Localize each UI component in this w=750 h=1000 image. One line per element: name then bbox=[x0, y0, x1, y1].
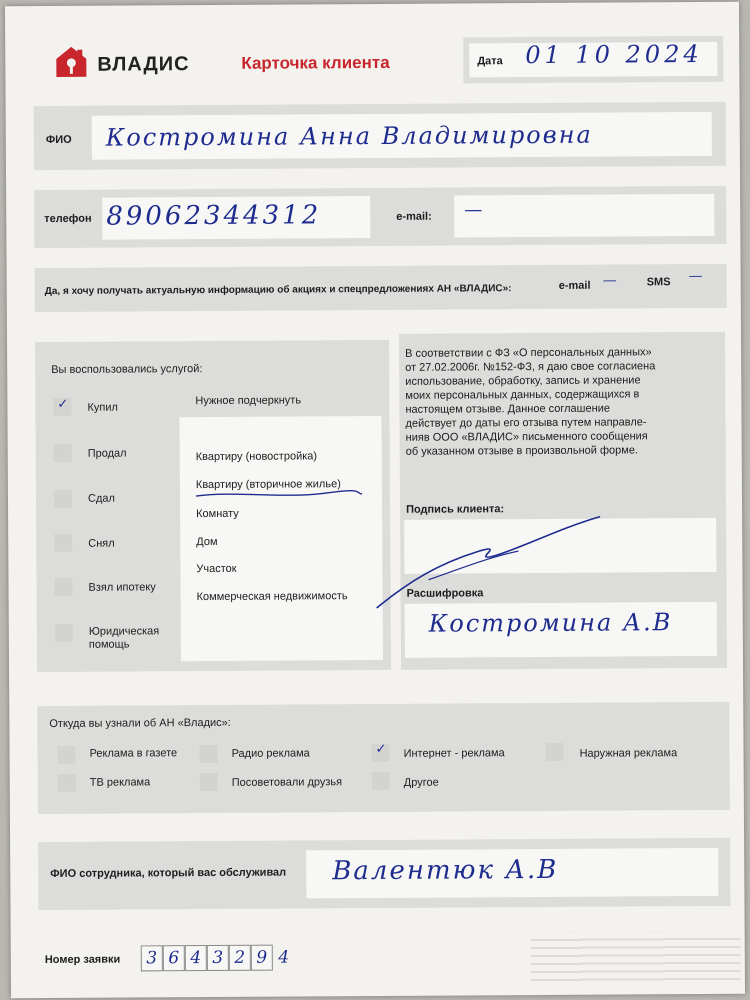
check-internet: ✓ bbox=[375, 741, 387, 758]
services-title: Вы воспользовались услугой: bbox=[51, 363, 203, 376]
source-outdoor: Наружная реклама bbox=[579, 747, 678, 760]
request-digit: 9 bbox=[251, 945, 273, 971]
consent-line-6: действует до даты его отзыва путем направле- bbox=[405, 416, 647, 430]
request-label: Номер заявки bbox=[44, 953, 121, 967]
source-other: Другое bbox=[403, 776, 439, 789]
employee-value: Валентюк А.В bbox=[332, 854, 559, 887]
source-friends: Посоветовали друзья bbox=[231, 776, 343, 789]
checkbox-rented[interactable] bbox=[54, 534, 72, 552]
request-digit: 4 bbox=[185, 945, 207, 971]
underline-hint: Нужное подчеркнуть bbox=[195, 394, 302, 408]
request-digit: 6 bbox=[163, 945, 185, 971]
object-new-apartment: Квартиру (новостройка) bbox=[195, 450, 318, 464]
client-card-form bbox=[5, 2, 745, 998]
request-digit: 2 bbox=[229, 945, 251, 971]
signature-label: Подпись клиента: bbox=[406, 503, 505, 516]
source-title: Откуда вы узнали об АН «Владис»: bbox=[49, 716, 231, 730]
subscribe-sms-mark: — bbox=[688, 267, 705, 285]
phone-value: 89062344312 bbox=[106, 200, 322, 232]
checkbox-legal[interactable] bbox=[55, 624, 73, 642]
email-field bbox=[454, 194, 714, 238]
source-tv: ТВ реклама bbox=[89, 776, 151, 789]
action-sold: Продал bbox=[87, 447, 127, 460]
checkbox-radio[interactable] bbox=[199, 745, 217, 763]
checkbox-sold[interactable] bbox=[54, 444, 72, 462]
consent-line-5: настоящем отзыве. Данное соглашение bbox=[405, 402, 610, 416]
object-resale-apartment: Квартиру (вторичное жилье) bbox=[195, 478, 341, 492]
date-value: 01 10 2024 bbox=[525, 39, 703, 70]
object-room: Комнату bbox=[196, 507, 239, 521]
bleed-through-text bbox=[531, 932, 741, 983]
brand-logo bbox=[53, 44, 89, 85]
object-plot: Участок bbox=[196, 562, 237, 576]
checkbox-friends[interactable] bbox=[200, 773, 218, 791]
consent-line-4: моих персональных данных, содержащихся в bbox=[405, 388, 640, 402]
action-legal-line1: Юридическая bbox=[88, 625, 160, 638]
underline-stroke bbox=[194, 488, 364, 501]
fio-value: Костромина Анна Владимировна bbox=[105, 120, 593, 152]
action-mortgage: Взял ипотеку bbox=[88, 581, 156, 594]
subscribe-sms-label: SMS bbox=[646, 276, 671, 289]
consent-line-7: нияв ООО «ВЛАДИС» письменного сообщения bbox=[405, 430, 648, 444]
source-newspaper: Реклама в газете bbox=[89, 747, 178, 760]
email-label: e-mail: bbox=[396, 210, 432, 223]
decode-label: Расшифровка bbox=[406, 587, 484, 600]
consent-line-2: от 27.02.2006г. №152-ФЗ, я даю свое согласиена bbox=[405, 360, 656, 374]
phone-label: телефон bbox=[44, 212, 92, 226]
action-bought: Купил bbox=[87, 401, 118, 414]
object-house: Дом bbox=[196, 535, 218, 549]
checkbox-mortgage[interactable] bbox=[54, 578, 72, 596]
source-internet: Интернет - реклама bbox=[403, 747, 505, 760]
checkbox-leased[interactable] bbox=[54, 490, 72, 508]
source-radio: Радио реклама bbox=[231, 747, 310, 760]
object-commercial: Коммерческая недвижимость bbox=[196, 590, 348, 604]
subscribe-text: Да, я хочу получать актуальную информацию об акциях и спецпредложениях АН «ВЛАДИС»: bbox=[44, 283, 512, 298]
checkbox-outdoor[interactable] bbox=[545, 743, 563, 761]
house-key-icon bbox=[53, 44, 89, 80]
action-leased: Сдал bbox=[87, 492, 115, 505]
action-rented: Снял bbox=[88, 537, 115, 550]
brand-name: ВЛАДИС bbox=[97, 53, 190, 76]
consent-line-3: использование, обработку, запись и хранение bbox=[405, 374, 641, 388]
employee-label: ФИО сотрудника, который вас обслуживал bbox=[50, 866, 287, 880]
consent-line-8: об указанном отзыве в произвольной форме. bbox=[405, 444, 639, 458]
subscribe-email-mark: — bbox=[602, 272, 619, 289]
check-bought: ✓ bbox=[57, 396, 69, 412]
action-legal-line2: помощь bbox=[88, 638, 130, 651]
checkbox-tv[interactable] bbox=[58, 774, 76, 792]
consent-line-1: В соответствии с ФЗ «О персональных данных» bbox=[405, 346, 652, 360]
checkbox-other[interactable] bbox=[372, 772, 390, 790]
client-signature bbox=[368, 511, 609, 612]
decode-value: Костромина А.В bbox=[428, 608, 673, 638]
email-value: — bbox=[464, 199, 485, 221]
request-digit: 3 bbox=[207, 945, 229, 971]
date-label: Дата bbox=[477, 55, 503, 68]
checkbox-newspaper[interactable] bbox=[57, 746, 75, 764]
page-title: Карточка клиента bbox=[241, 52, 390, 73]
fio-label: ФИО bbox=[45, 133, 72, 147]
subscribe-email-label: e-mail bbox=[558, 279, 591, 292]
request-digit: 4 bbox=[278, 947, 290, 968]
request-digit: 3 bbox=[141, 945, 163, 971]
